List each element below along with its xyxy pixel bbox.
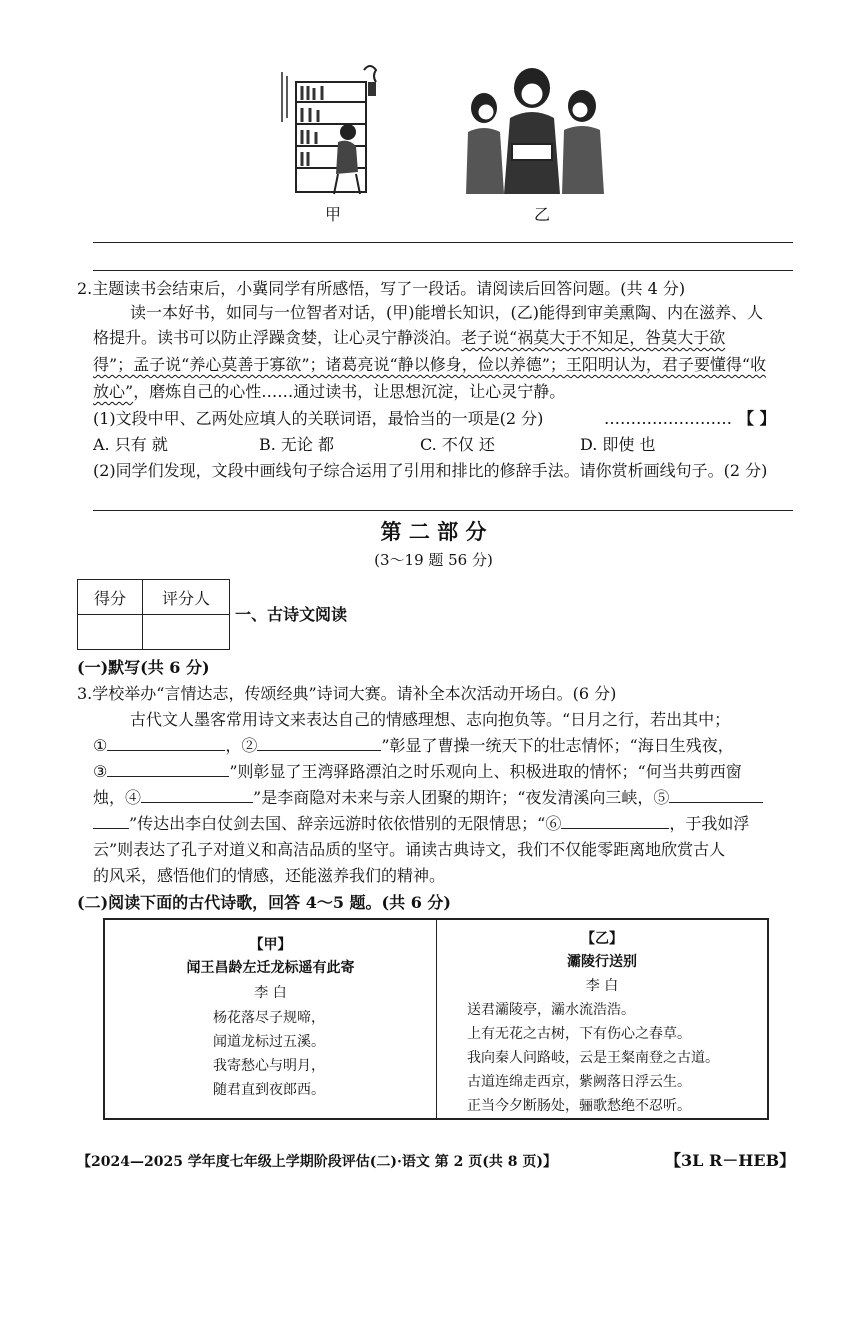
q2-stem: 2.主题读书会结束后，小冀同学有所感悟，写了一段话。请阅读后回答问题。(共 4 分) <box>77 279 686 298</box>
q3-line-5 <box>93 812 749 836</box>
q2-para-2-text: 格提升。读书可以防止浮躁贪婪，让心灵宁静淡泊。 <box>93 328 462 347</box>
blank-4-label: 烛，④ <box>93 788 142 807</box>
q2-para-1: 读一本好书，如同与一位智者对话，(甲)能增长知识，(乙)能得到审美熏陶、内在滋养、人 <box>130 303 763 322</box>
q3-line-3 <box>93 760 742 784</box>
blank-2-label: ，② <box>225 736 258 755</box>
q3-line-2-text: ”彰显了曹操一统天下的壮志情怀；“海日生残夜， <box>381 736 734 755</box>
blank-3[interactable] <box>107 762 229 777</box>
part2-title: 第 二 部 分 <box>380 519 487 544</box>
poem-yi-body <box>437 998 767 1118</box>
blank-4[interactable] <box>141 788 253 803</box>
poem-yi-title: 灞陵行送别 <box>567 954 637 970</box>
answer-line-2 <box>93 270 793 271</box>
poems-heading: (二)阅读下面的古代诗歌，回答 4～5 题。(共 6 分) <box>77 893 451 912</box>
caption-jia: 甲 <box>325 205 342 224</box>
poem-jia-tag: 【甲】 <box>249 937 292 953</box>
poem-yi-tag: 【乙】 <box>581 931 623 947</box>
dictation-heading: (一)默写(共 6 分) <box>77 658 210 677</box>
option-d: D. 即使 也 <box>580 435 656 454</box>
q2-sub2: (2)同学们发现，文段中画线句子综合运用了引用和排比的修辞手法。请你赏析画线句子。(2 分) <box>93 461 768 480</box>
q2-quote-mencius-zhuge-wang: 得”；孟子说“养心莫善于寡欲”；诸葛亮说“静以修身，俭以养德”；王阳明认为，君子要懂得“收 <box>93 355 767 374</box>
q2-quote-end: 放心” <box>93 382 134 401</box>
poem-jia <box>105 920 437 1118</box>
q2-sub1-dots: …………………… <box>604 409 732 428</box>
part2-subtitle: (3～19 题 56 分) <box>374 551 493 569</box>
q2-quote-laozi: 老子说“祸莫大于不知足，咎莫大于欲 <box>461 328 726 347</box>
answer-bracket: 【 】 <box>738 409 776 428</box>
footer-code: 【3L R－HEB】 <box>665 1151 796 1170</box>
q3-line-7: 的风采，感悟他们的情感，还能滋养我们的精神。 <box>93 866 446 885</box>
q3-line-4-text: ”是李商隐对未来与亲人团聚的期许；“夜发清溪向三峡，⑤ <box>253 788 670 807</box>
grader-cell[interactable] <box>143 615 230 650</box>
blank-1-label: ① <box>93 736 108 755</box>
grader-header: 评分人 <box>143 580 230 615</box>
blank-5-cont[interactable] <box>93 814 129 829</box>
section-classical-reading: 一、古诗文阅读 <box>235 605 348 624</box>
option-a: A. 只有 就 <box>93 435 168 454</box>
option-b: B. 无论 都 <box>259 435 335 454</box>
poem-jia-line: 闻道龙标过五溪。 <box>213 1034 325 1050</box>
poem-yi-author: 李 白 <box>585 978 619 994</box>
blank-6[interactable] <box>561 814 669 829</box>
blank-2[interactable] <box>257 736 381 751</box>
poem-jia-body <box>105 1006 436 1102</box>
illustration-reading-alone <box>278 62 386 202</box>
q2-sub1 <box>93 407 543 431</box>
poem-yi-line: 古道连绵走西京，紫阙落日浮云生。 <box>467 1074 691 1090</box>
score-header: 得分 <box>78 580 143 615</box>
blank-5[interactable] <box>669 788 763 803</box>
q3-line-1: 古代文人墨客常用诗文来表达自己的情感理想、志向抱负等。“日月之行，若出其中； <box>130 710 731 729</box>
score-cell[interactable] <box>78 615 143 650</box>
poem-yi-line: 上有无花之古树，下有伤心之春草。 <box>467 1026 691 1042</box>
poem-jia-line: 杨花落尽子规啼， <box>213 1010 325 1026</box>
blank-3-label: ③ <box>93 762 108 781</box>
q2-para-2 <box>93 326 725 350</box>
q3-line-6: 云”则表达了孔子对道义和高洁品质的坚守。诵读古典诗文，我们不仅能零距离地欣赏古人 <box>93 840 726 859</box>
q3-line-3-text: ”则彰显了王湾驿路漂泊之时乐观向上、积极进取的情怀；“何当共剪西窗 <box>229 762 742 781</box>
score-table <box>77 579 230 650</box>
poem-yi-line: 正当今夕断肠处，骊歌愁绝不忍听。 <box>467 1098 691 1114</box>
blank-1[interactable] <box>107 736 225 751</box>
q3-stem: 3.学校举办“言情达志，传颂经典”诗词大赛。请补全本次活动开场白。(6 分) <box>77 684 617 703</box>
q2-para-4-text: ，磨炼自己的心性……通过读书，让思想沉淀，让心灵宁静。 <box>133 382 566 401</box>
q2-para-4 <box>93 380 565 404</box>
q3-line-4 <box>93 786 763 810</box>
poems-box <box>103 918 769 1120</box>
option-c: C. 不仅 还 <box>420 435 495 454</box>
poem-jia-author: 李 白 <box>254 985 287 1001</box>
poem-yi-line: 我向秦人问路岐，云是王粲南登之古道。 <box>467 1050 719 1066</box>
poem-jia-title: 闻王昌龄左迁龙标遥有此寄 <box>186 960 355 976</box>
poem-yi <box>437 920 767 1118</box>
poem-yi-line: 送君灞陵亭，灞水流浩浩。 <box>467 1002 635 1018</box>
answer-line-1 <box>93 242 793 243</box>
poem-jia-line: 随君直到夜郎西。 <box>213 1082 325 1098</box>
footer-info: 【2024—2025 学年度七年级上学期阶段评估(二)·语文 第 2 页(共 8 页)】 <box>77 1154 558 1170</box>
q2-sub1-text: (1)文段中甲、乙两处应填人的关联词语，最恰当的一项是(2 分) <box>93 409 544 428</box>
illustration-reading-together <box>460 66 608 198</box>
q3-line-2 <box>93 734 734 758</box>
q3-line-5-text: ”传达出李白仗剑去国、辞亲远游时依依惜别的无限情思；“⑥ <box>129 814 562 833</box>
caption-yi: 乙 <box>534 205 551 224</box>
answer-line-3 <box>93 510 793 511</box>
poem-jia-line: 我寄愁心与明月， <box>213 1058 325 1074</box>
q3-line-5-tail: ，于我如浮 <box>669 814 750 833</box>
